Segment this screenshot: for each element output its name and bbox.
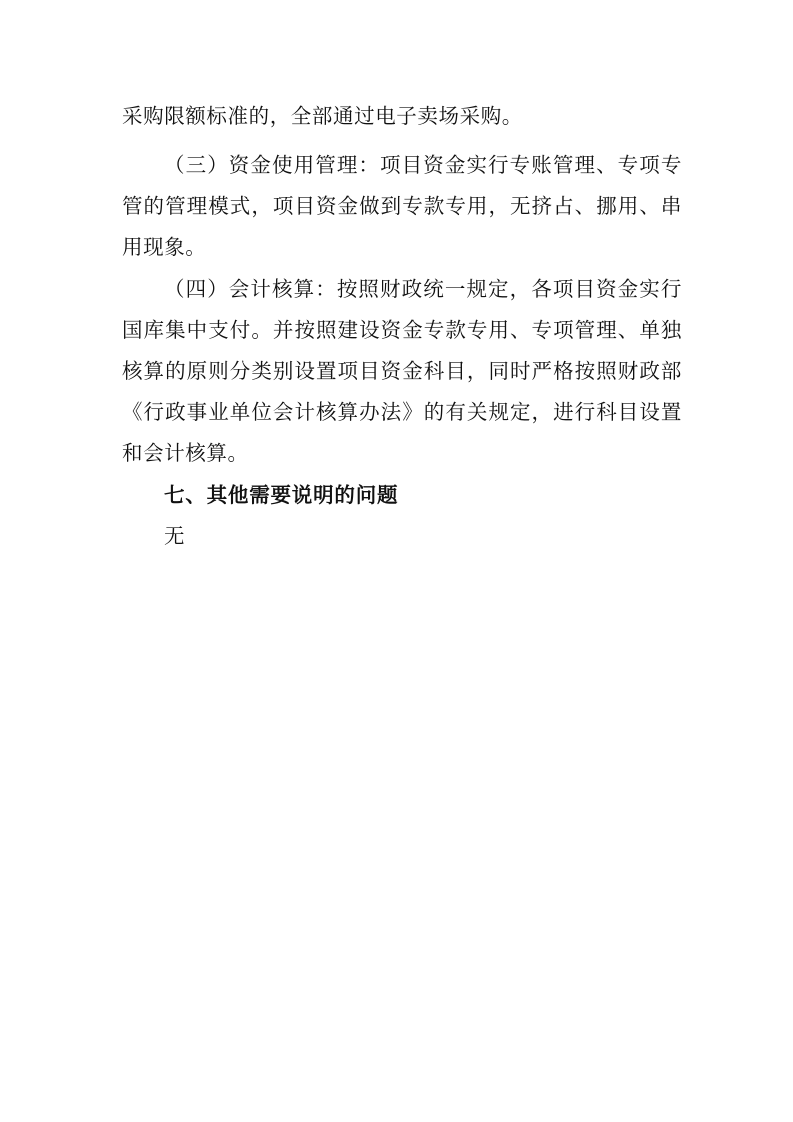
- paragraph-line: 国库集中支付。并按照建设资金专款专用、专项管理、单独: [122, 318, 682, 342]
- paragraph-line: 管的管理模式，项目资金做到专款专用，无挤占、挪用、串: [122, 194, 682, 218]
- paragraph-line: 采购限额标准的，全部通过电子卖场采购。: [122, 104, 523, 128]
- section-body: 无: [164, 524, 186, 548]
- paragraph-line: 《行政事业单位会计核算办法》的有关规定，进行科目设置: [122, 400, 682, 424]
- paragraph-line: （四）会计核算：按照财政统一规定，各项目资金实行: [164, 277, 682, 301]
- section-heading: 七、其他需要说明的问题: [164, 483, 399, 507]
- paragraph-line: 核算的原则分类别设置项目资金科目，同时严格按照财政部: [122, 359, 682, 383]
- paragraph-line: 用现象。: [122, 235, 207, 259]
- paragraph-line: 和会计核算。: [122, 441, 249, 465]
- paragraph-line: （三）资金使用管理：项目资金实行专账管理、专项专: [164, 153, 682, 177]
